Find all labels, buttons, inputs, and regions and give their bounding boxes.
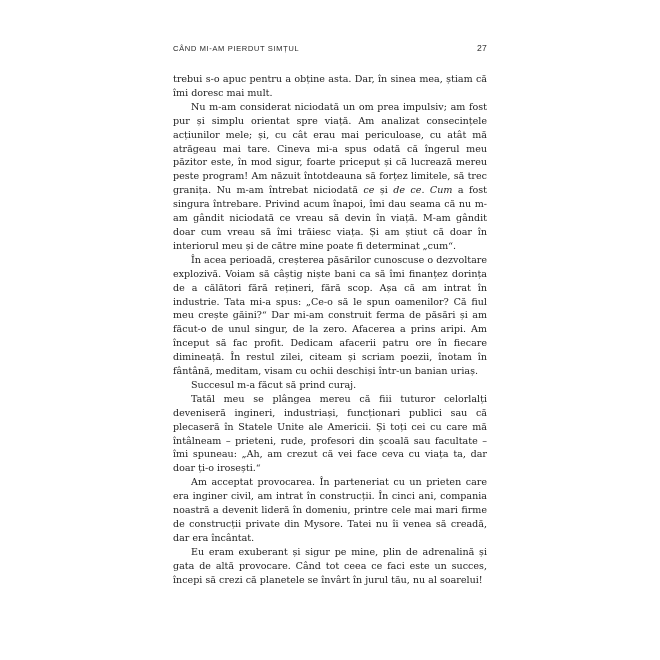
- page-number: 27: [477, 43, 487, 53]
- running-header: [173, 43, 487, 53]
- body-text: [173, 73, 487, 588]
- paragraph: În acea perioadă, creșterea păsărilor cunoscuse o dezvoltare explozivă. Voiam să câștig niște bani ca să îmi finanțez dorința de a călători fără rețineri, fără scop. Așa că am intrat în industrie. Tata mi-a spus: „Ce-o să le spun oamenilor? Că fiul meu crește găini?“ Dar mi-am construit ferma de păsări și am făcut-o de unul singur, de la zero. Afacerea a prins aripi. Am început să fac profit. Dedicam afacerii patru ore în fiecare dimineață. În restul zilei, citeam și scriam poezii, înotam în fântână, meditam, visam cu ochii deschiși într-un banian uriaș.: [173, 254, 487, 378]
- paragraph: Succesul m-a făcut să prind curaj.: [191, 379, 357, 391]
- chapter-title: CÂND MI-AM PIERDUT SIMȚUL: [173, 44, 300, 53]
- italic-word: ce: [363, 185, 375, 197]
- paragraph: Tatăl meu se plângea mereu că fiii tuturor celorlalți deveniseră ingineri, industriași, funcționari publici sau că plecaseră în Statele Unite ale Americii. Și toți cei cu care mă întâlneam – prieteni, rude, profesori din școală sau facultate – îmi spuneau: „Ah, am crezut că vei face ceva cu viața ta, dar doar ți-o irosești.“: [173, 393, 487, 475]
- paragraph: Eu eram exuberant și sigur pe mine, plin de adrenalină și gata de altă provocare. Când tot ceea ce faci este un succes, începi să crezi că planetele se învârt în jurul tău, nu al soarelui!: [173, 546, 487, 586]
- italic-word: de ce: [393, 185, 422, 197]
- paragraph: Am acceptat provocarea. În parteneriat cu un prieten care era inginer civil, am intrat în construcții. În cinci ani, compania noastră a devenit lideră în domeniu, printre cele mai mari firme de construcții private din Mysore. Tatei nu îi venea să creadă, dar era încântat.: [173, 477, 487, 544]
- paragraph: trebui s-o apuc pentru a obține asta. Dar, în sinea mea, știam că îmi doresc mai mult.: [173, 74, 487, 99]
- paragraph: Nu m-am considerat niciodată un om prea impulsiv; am fost pur și simplu orientat spre viață. Am analizat consecințele acțiunilor mele; și, cu cât erau mai periculoase, cu atât mă atrăgeau mai tare. Cineva mi-a spus odată că îngerul meu păzitor este, în mod sigur, foarte priceput și că lucrează mereu peste program! Am năzuit întotdeauna să forțez limitele, să trec granița. Nu m-am întrebat niciodată ce și de ce. Cum a fost singura întrebare. Privind acum înapoi, îmi dau seama că nu m-am gândit niciodată ce vreau să devin în viață. M-am gândit doar cum vreau să îmi trăiesc viața. Și am știut că doar în interiorul meu și de către mine poate fi determinat „cum“.: [173, 101, 487, 252]
- italic-word: Cum: [429, 185, 453, 197]
